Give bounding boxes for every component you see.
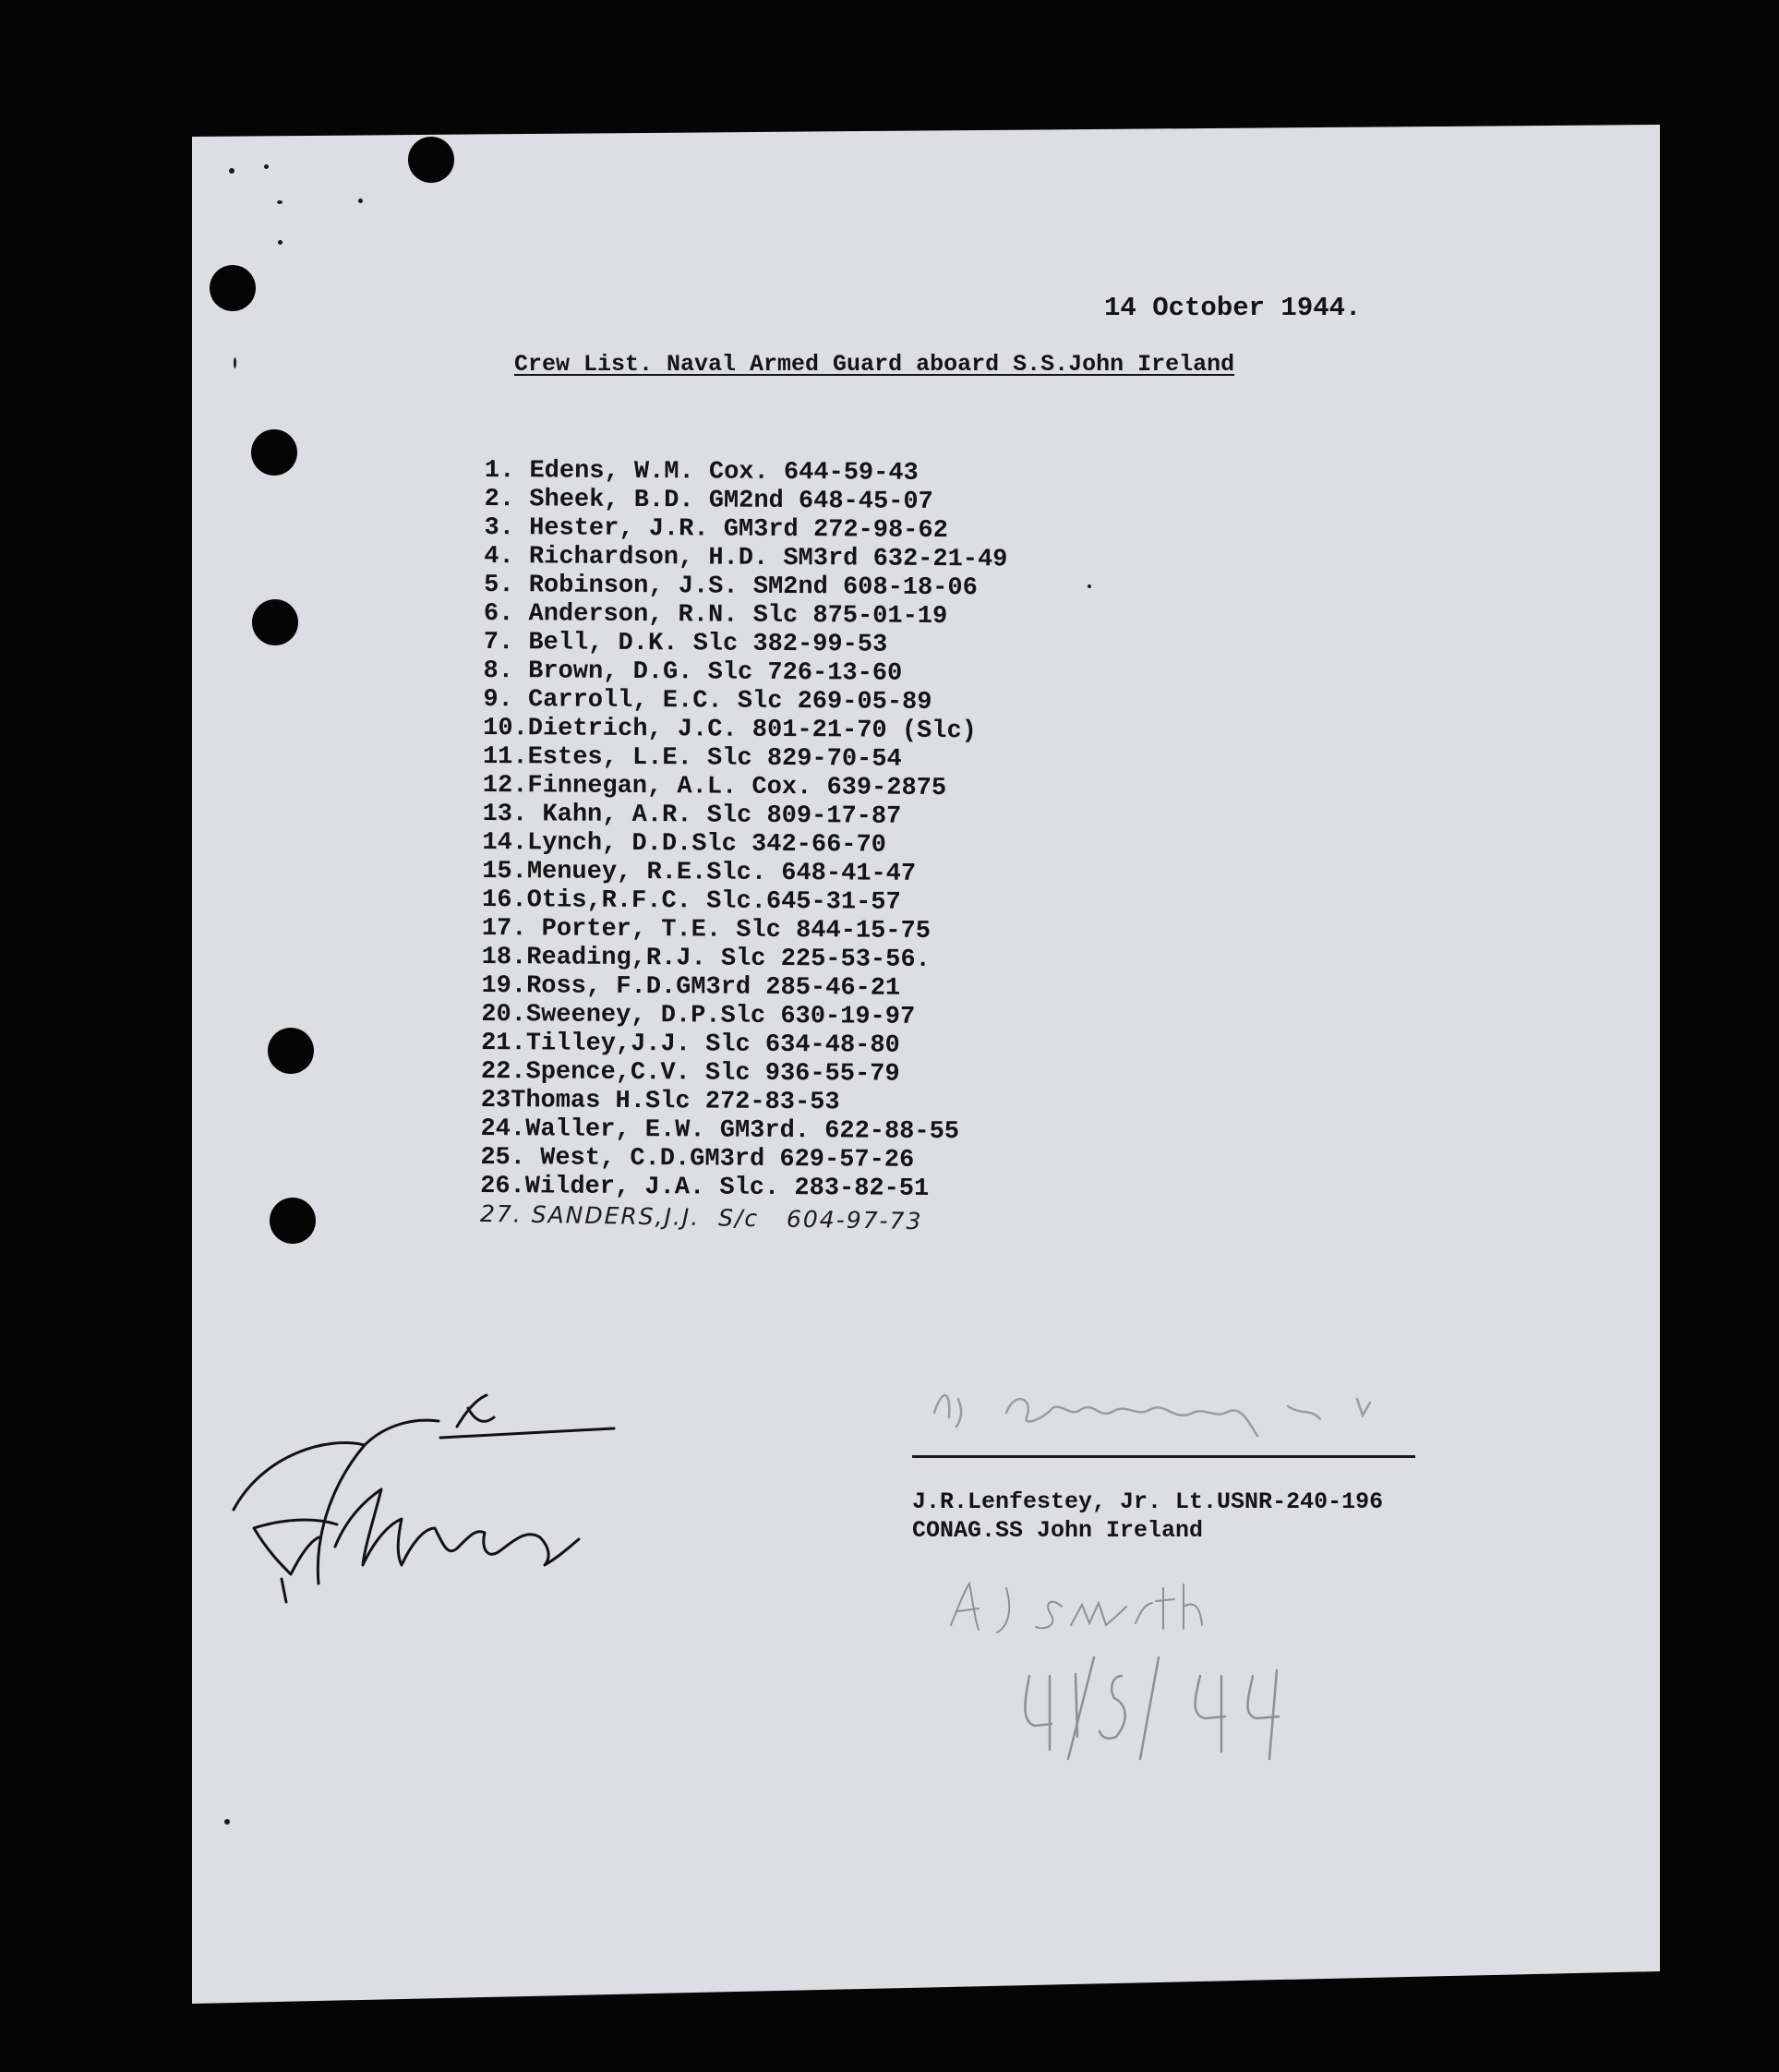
punch-hole [408,137,454,183]
crew-entry: 12.Finnegan, A.L. Cox. 639-2875 [482,771,947,803]
crew-list [480,457,1008,1204]
crew-entry: 15.Menuey, R.E.Slc. 648-41-47 [482,857,917,888]
crew-entry: 18.Reading,R.J. Slc 225-53-56. [481,943,931,974]
signer-name: J.R.Lenfestey, Jr. Lt.USNR-240-196 [912,1488,1384,1515]
crew-entry: 23Thomas H.Slc 272-83-53 [480,1086,840,1117]
punch-hole [210,265,256,311]
faint-initials-text [951,1597,1035,1620]
crew-entry: 6. Anderson, R.N. Slc 875-01-19 [483,599,948,632]
signature-line [912,1455,1415,1458]
ink-speck [229,168,234,174]
ink-speck [278,240,282,245]
signer-command: CONAG.SS John Ireland [912,1517,1204,1544]
ink-speck [1088,584,1091,588]
crew-entry: 9. Carroll, E.C. Slc 269-05-89 [483,685,932,717]
ink-speck [264,164,269,169]
crew-entry: 21.Tilley,J.J. Slc 634-48-80 [481,1029,900,1060]
handwritten-crew-entry: 27. SANDERS,J.J. S/c 604-97-73 [479,1199,923,1235]
crew-entry: 22.Spence,C.V. Slc 936-55-79 [480,1057,900,1089]
crew-entry: 13. Kahn, A.R. Slc 809-17-87 [482,800,902,831]
crew-entry: 25. West, C.D.GM3rd 629-57-26 [480,1143,915,1175]
document-title: Crew List. Naval Armed Guard aboard S.S.John Ireland [514,351,1235,378]
punch-hole [270,1198,316,1244]
crew-entry: 17. Porter, T.E. Slc 844-15-75 [481,914,932,946]
punch-hole [251,429,297,476]
crew-entry: 2. Sheek, B.D. GM2nd 648-45-07 [484,485,933,516]
faint-date-text [1025,1690,1084,1712]
crew-entry: 24.Waller, E.W. GM3rd. 622-88-55 [480,1114,960,1147]
ink-speck [358,199,363,203]
handwritten-signature [226,1390,623,1630]
punch-hole [268,1028,314,1074]
crew-entry: 1. Edens, W.M. Cox. 644-59-43 [484,457,919,488]
crew-entry: 8. Brown, D.G. Slc 726-13-60 [483,657,903,688]
document-date: 14 October 1944. [1104,293,1362,323]
crew-entry: 14.Lynch, D.D.Slc 342-66-70 [482,828,887,860]
crew-entry: 3. Hester, J.R. GM3rd 272-98-62 [484,513,948,546]
crew-entry: 7. Bell, D.K. Slc 382-99-53 [483,628,888,659]
crew-entry: 4. Richardson, H.D. SM3rd 632-21-49 [484,542,1008,574]
ink-speck [224,1819,230,1825]
punch-hole [252,599,298,645]
crew-entry: 10.Dietrich, J.C. 801-21-70 (Slc) [483,714,977,746]
ink-speck [234,357,236,368]
crew-entry: 20.Sweeney, D.P.Slc 630-19-97 [481,1000,916,1031]
faint-signature [923,1362,1440,1445]
crew-entry: 19.Ross, F.D.GM3rd 285-46-21 [481,971,901,1003]
crew-entry: 11.Estes, L.E. Slc 829-70-54 [482,742,902,774]
crew-entry: 16.Otis,R.F.C. Slc.645-31-57 [481,885,901,917]
ink-speck [277,200,282,204]
crew-entry: 5. Robinson, J.S. SM2nd 608-18-06 [484,571,978,603]
crew-entry: 26.Wilder, J.A. Slc. 283-82-51 [480,1172,930,1203]
